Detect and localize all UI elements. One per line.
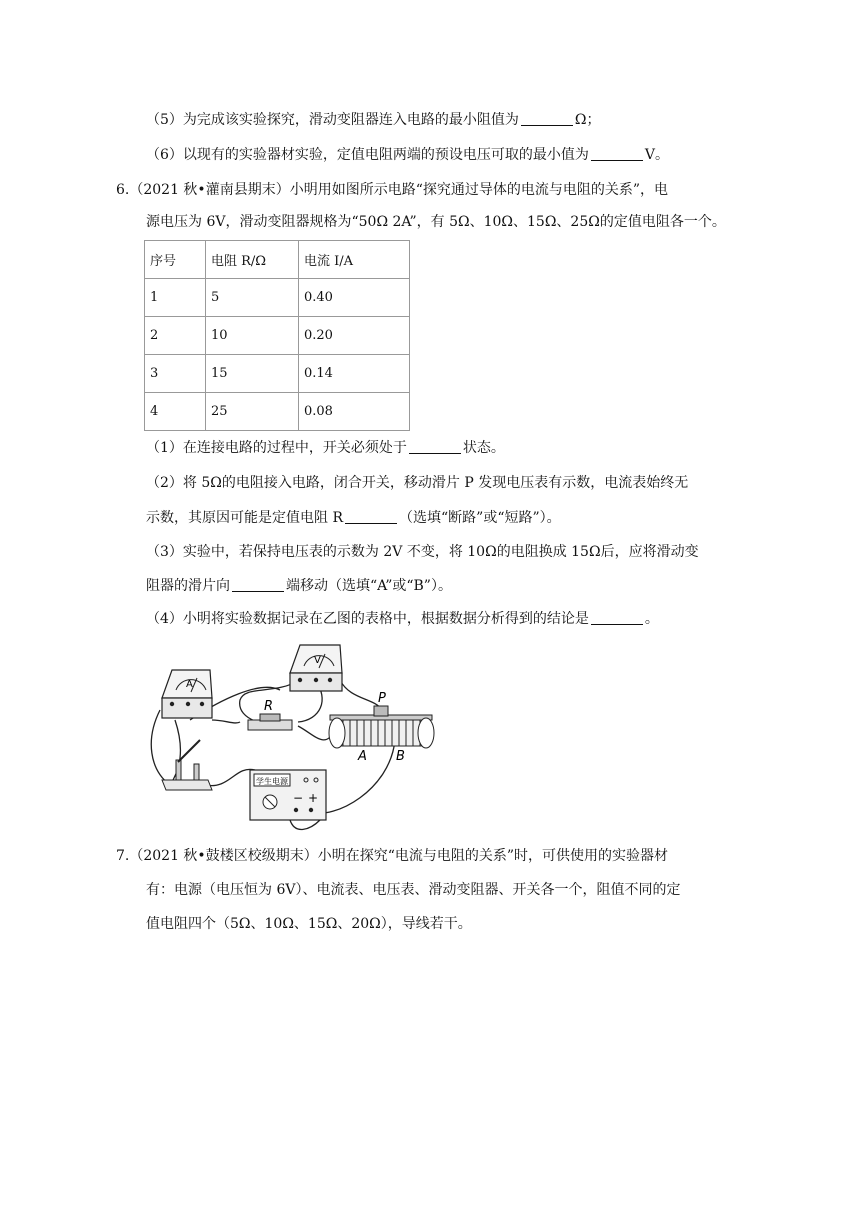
voltmeter: [290, 645, 342, 691]
answer-blank[interactable]: [591, 146, 643, 161]
q7-line2: 有：电源（电压恒为 6V）、电流表、电压表、滑动变阻器、开关各一个，阻值不同的定: [146, 882, 681, 898]
table-cell: 3: [145, 355, 206, 393]
switch: [162, 740, 212, 790]
voltmeter-letter: V: [314, 655, 321, 666]
table-cell: 0.20: [299, 317, 410, 355]
circuit-diagram: [150, 640, 450, 840]
table-row: [145, 317, 410, 355]
end-a-label: A: [358, 749, 367, 764]
q5-item5: （5）为完成该实验探究，滑动变阻器连入电路的最小阻值为 Ω；: [146, 112, 601, 128]
answer-blank[interactable]: [409, 439, 461, 454]
table-cell: 10: [206, 317, 299, 355]
q6-sub2-line1: （2）将 5Ω的电阻接入电路，闭合开关，移动滑片 P 发现电压表有示数，电流表始终无: [146, 475, 689, 491]
answer-blank[interactable]: [345, 509, 397, 524]
q5-item6: （6）以现有的实验器材实验，定值电阻两端的预设电压可取的最小值为 V。: [146, 147, 670, 163]
ammeter: [162, 670, 212, 718]
q6-stem-line1: 6.（2021 秋•灌南县期末）小明用如图所示电路“探究通过导体的电流与电阻的关系”，电: [116, 182, 669, 198]
slider-label: P: [378, 691, 386, 706]
table-header-row: [145, 241, 410, 279]
q6-stem-line2: 源电压为 6V，滑动变阻器规格为“50Ω 2A”，有 5Ω、10Ω、15Ω、25Ω的定值电阻各一个。: [146, 214, 726, 230]
table-cell: 25: [206, 393, 299, 431]
answer-blank[interactable]: [591, 610, 643, 625]
answer-blank[interactable]: [232, 577, 284, 592]
table-cell: 0.14: [299, 355, 410, 393]
table-header: 电流 I/A: [299, 241, 410, 279]
q7-line3: 值电阻四个（5Ω、10Ω、15Ω、20Ω），导线若干。: [146, 916, 472, 932]
table-row: [145, 355, 410, 393]
fixed-resistor: [248, 699, 292, 730]
power-supply: [250, 770, 326, 820]
table-cell: 5: [206, 279, 299, 317]
plus-label: +: [308, 791, 319, 805]
power-label: 学生电源: [256, 777, 288, 786]
table-cell: 1: [145, 279, 206, 317]
q6-sub3-line1: （3）实验中，若保持电压表的示数为 2V 不变，将 10Ω的电阻换成 15Ω后，应将滑动变: [146, 544, 699, 560]
table-cell: 4: [145, 393, 206, 431]
data-table: [144, 240, 410, 431]
q6-sub4: （4）小明将实验数据记录在乙图的表格中，根据数据分析得到的结论是 。: [146, 611, 659, 627]
table-header: 序号: [145, 241, 206, 279]
table-header: 电阻 R/Ω: [206, 241, 299, 279]
table-cell: 2: [145, 317, 206, 355]
q6-sub1: （1）在连接电路的过程中，开关必须处于 状态。: [146, 440, 505, 456]
minus-label: −: [293, 791, 304, 805]
resistor-label: R: [264, 699, 274, 714]
wire: [151, 710, 170, 785]
table-cell: 15: [206, 355, 299, 393]
table-row: [145, 393, 410, 431]
end-b-label: B: [396, 749, 405, 764]
sliding-rheostat: [329, 691, 434, 764]
table-cell: 0.08: [299, 393, 410, 431]
ammeter-letter: A: [186, 679, 193, 690]
q7-line1: 7.（2021 秋•鼓楼区校级期末）小明在探究“电流与电阻的关系”时，可供使用的实验器材: [116, 848, 669, 864]
q6-sub2-line2: 示数，其原因可能是定值电阻 R （选填“断路”或“短路”）。: [146, 510, 561, 526]
answer-blank[interactable]: [521, 111, 573, 126]
table-cell: 0.40: [299, 279, 410, 317]
q6-sub3-line2: 阻器的滑片向 端移动（选填“A”或“B”）。: [146, 578, 452, 594]
wire: [205, 769, 255, 785]
table-row: [145, 279, 410, 317]
